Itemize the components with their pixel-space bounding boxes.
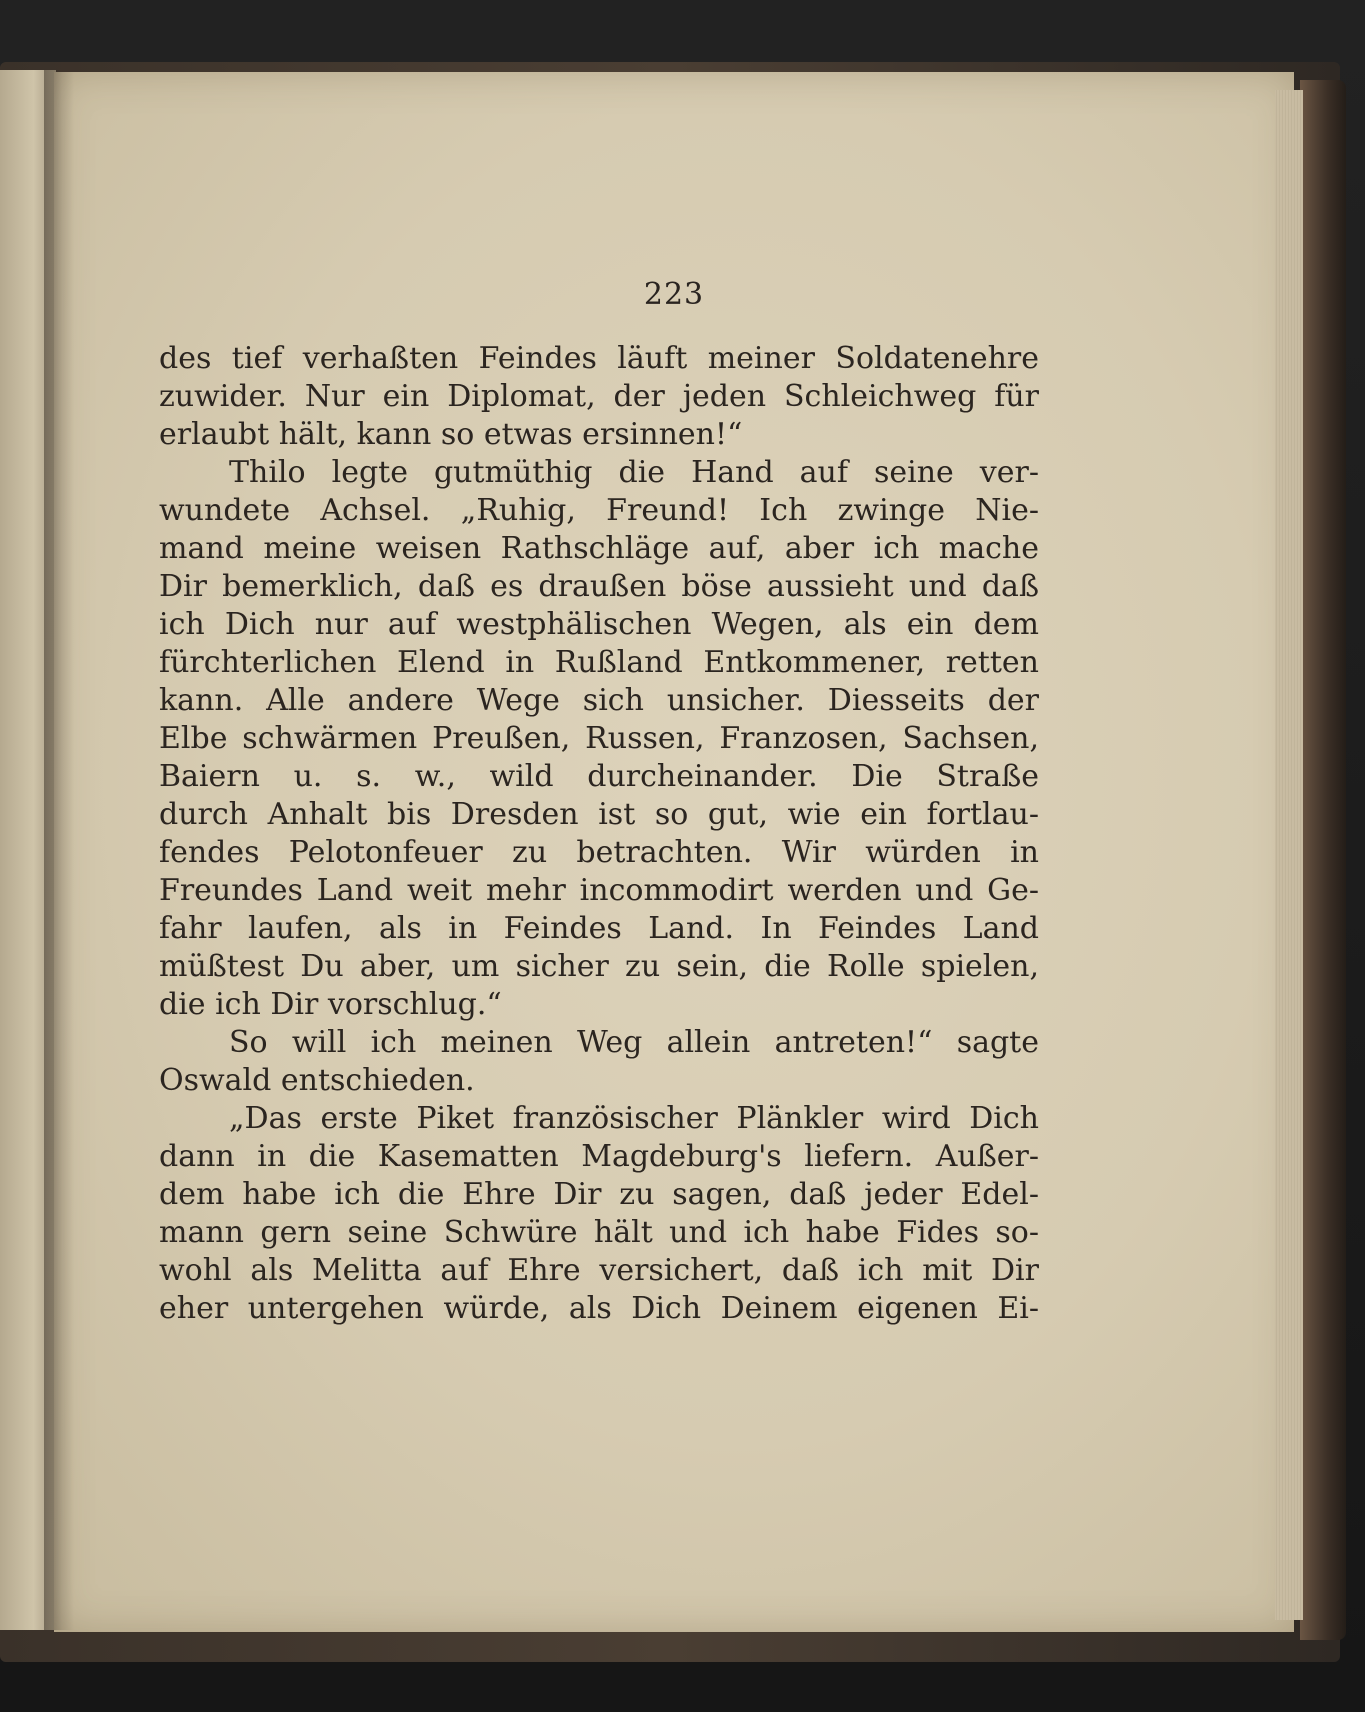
book-gutter bbox=[44, 70, 74, 1630]
text-line: des tief verhaßten Feindes läuft meiner Soldatenehre bbox=[159, 341, 1039, 376]
text-line: Baiern u. s. w., wild durcheinander. Die Straße bbox=[159, 759, 1039, 794]
text-line: müßtest Du aber, um sicher zu sein, die Rolle spielen, bbox=[159, 949, 1039, 984]
page-number: 223 bbox=[643, 277, 705, 312]
text-line: erlaubt hält, kann so etwas ersinnen!“ bbox=[159, 417, 743, 452]
text-line: wohl als Melitta auf Ehre versichert, daß ich mit Dir bbox=[159, 1253, 1039, 1288]
text-line: Elbe schwärmen Preußen, Russen, Franzosen, Sachsen, bbox=[159, 721, 1039, 756]
text-line: kann. Alle andere Wege sich unsicher. Diesseits der bbox=[159, 683, 1039, 718]
text-line: ich Dich nur auf westphälischen Wegen, als ein dem bbox=[159, 607, 1039, 642]
text-line: „Das erste Piket französischer Plänkler wird Dich bbox=[229, 1101, 1039, 1136]
text-line: Dir bemerklich, daß es draußen böse aussieht und daß bbox=[159, 569, 1039, 604]
text-line: Oswald entschieden. bbox=[159, 1063, 475, 1098]
text-line: eher untergehen würde, als Dich Deinem eigenen Ei- bbox=[159, 1291, 1039, 1326]
text-line: fendes Pelotonfeuer zu betrachten. Wir würden in bbox=[159, 835, 1039, 870]
page-text bbox=[159, 340, 1039, 1328]
text-line: dann in die Kasematten Magdeburg's liefern. Außer- bbox=[159, 1139, 1039, 1174]
book-page bbox=[54, 72, 1294, 1632]
text-line: durch Anhalt bis Dresden ist so gut, wie ein fortlau- bbox=[159, 797, 1039, 832]
text-line: mann gern seine Schwüre hält und ich habe Fides so- bbox=[159, 1215, 1039, 1250]
text-line: Freundes Land weit mehr incommodirt werden und Ge- bbox=[159, 873, 1039, 908]
text-line: dem habe ich die Ehre Dir zu sagen, daß jeder Edel- bbox=[159, 1177, 1039, 1212]
text-line: mand meine weisen Rathschläge auf, aber ich mache bbox=[159, 531, 1039, 566]
page-stack-edge bbox=[1275, 90, 1303, 1620]
text-line: So will ich meinen Weg allein antreten!“ sagte bbox=[229, 1025, 1039, 1060]
text-line: die ich Dir vorschlug.“ bbox=[159, 987, 502, 1022]
text-line: zuwider. Nur ein Diplomat, der jeden Schleichweg für bbox=[159, 379, 1039, 414]
book-cover-edge bbox=[1300, 80, 1346, 1640]
text-line: wundete Achsel. „Ruhig, Freund! Ich zwinge Nie- bbox=[159, 493, 1039, 528]
text-line: fürchterlichen Elend in Rußland Entkommener, retten bbox=[159, 645, 1039, 680]
text-line: Thilo legte gutmüthig die Hand auf seine ver- bbox=[229, 455, 1039, 490]
text-line: fahr laufen, als in Feindes Land. In Feindes Land bbox=[159, 911, 1039, 946]
